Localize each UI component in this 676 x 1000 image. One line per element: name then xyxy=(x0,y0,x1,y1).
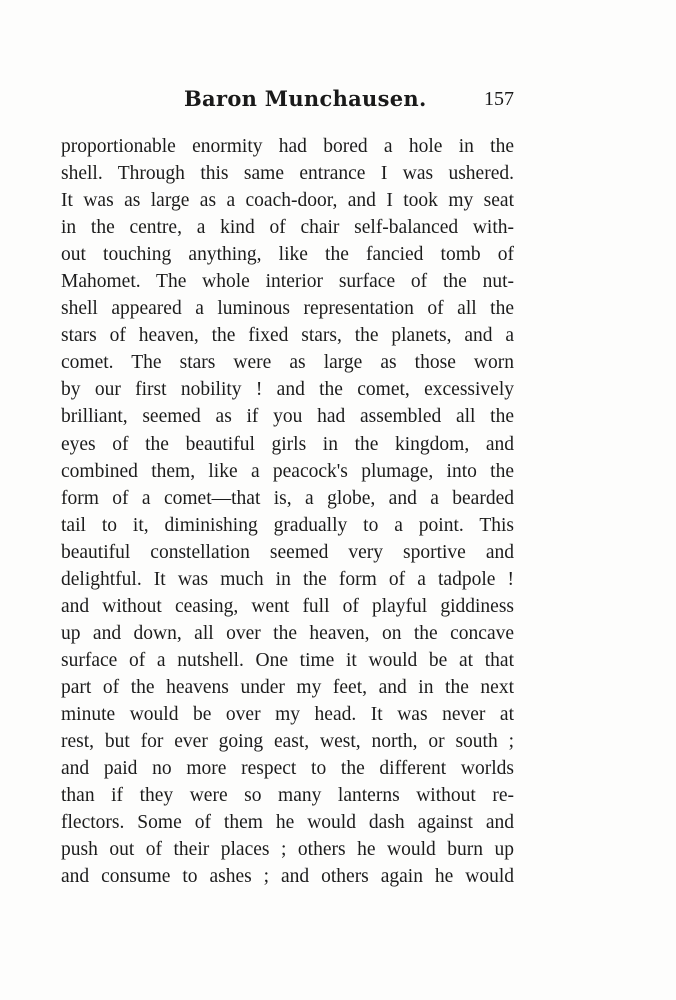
text-line: comet. The stars were as large as those worn xyxy=(61,352,514,374)
text-line: and without ceasing, went full of playful giddiness xyxy=(61,595,514,617)
text-line: out touching anything, like the fancied tomb of xyxy=(61,244,514,266)
text-line: flectors. Some of them he would dash against and xyxy=(61,812,514,834)
text-line: minute would be over my head. It was never at xyxy=(61,703,514,725)
text-line: part of the heavens under my feet, and in the next xyxy=(61,676,514,698)
text-line: in the centre, a kind of chair self-balanced with- xyxy=(61,217,514,239)
text-line: tail to it, diminishing gradually to a point. This xyxy=(61,514,514,536)
text-line: delightful. It was much in the form of a tadpole ! xyxy=(61,568,514,590)
text-line: surface of a nutshell. One time it would be at that xyxy=(61,649,514,671)
page-number: 157 xyxy=(484,88,514,110)
text-line: than if they were so many lanterns without re- xyxy=(61,785,514,807)
text-line: and consume to ashes ; and others again he would xyxy=(61,866,514,888)
text-line: Mahomet. The whole interior surface of the nut- xyxy=(61,271,514,293)
body-text xyxy=(61,133,514,890)
text-line: stars of heaven, the fixed stars, the planets, and a xyxy=(61,325,514,347)
text-line: push out of their places ; others he would burn up xyxy=(61,839,514,861)
text-line: combined them, like a peacock's plumage, into the xyxy=(61,460,514,482)
text-line: brilliant, seemed as if you had assembled all the xyxy=(61,406,514,428)
text-line: shell appeared a luminous representation of all the xyxy=(61,298,514,320)
text-line: beautiful constellation seemed very sportive and xyxy=(61,541,514,563)
text-line: eyes of the beautiful girls in the kingdom, and xyxy=(61,433,514,455)
text-line: and paid no more respect to the different worlds xyxy=(61,758,514,780)
text-line: by our first nobility ! and the comet, excessively xyxy=(61,379,514,401)
text-line: rest, but for ever going east, west, north, or south ; xyxy=(61,731,514,753)
text-line: form of a comet—that is, a globe, and a bearded xyxy=(61,487,514,509)
text-line: proportionable enormity had bored a hole in the xyxy=(61,136,514,157)
running-title: Baron Munchausen. xyxy=(184,86,427,111)
text-line: up and down, all over the heaven, on the concave xyxy=(61,622,514,644)
text-line: shell. Through this same entrance I was ushered. xyxy=(61,163,514,185)
running-head xyxy=(184,86,514,122)
text-line: It was as large as a coach-door, and I took my seat xyxy=(61,190,514,212)
